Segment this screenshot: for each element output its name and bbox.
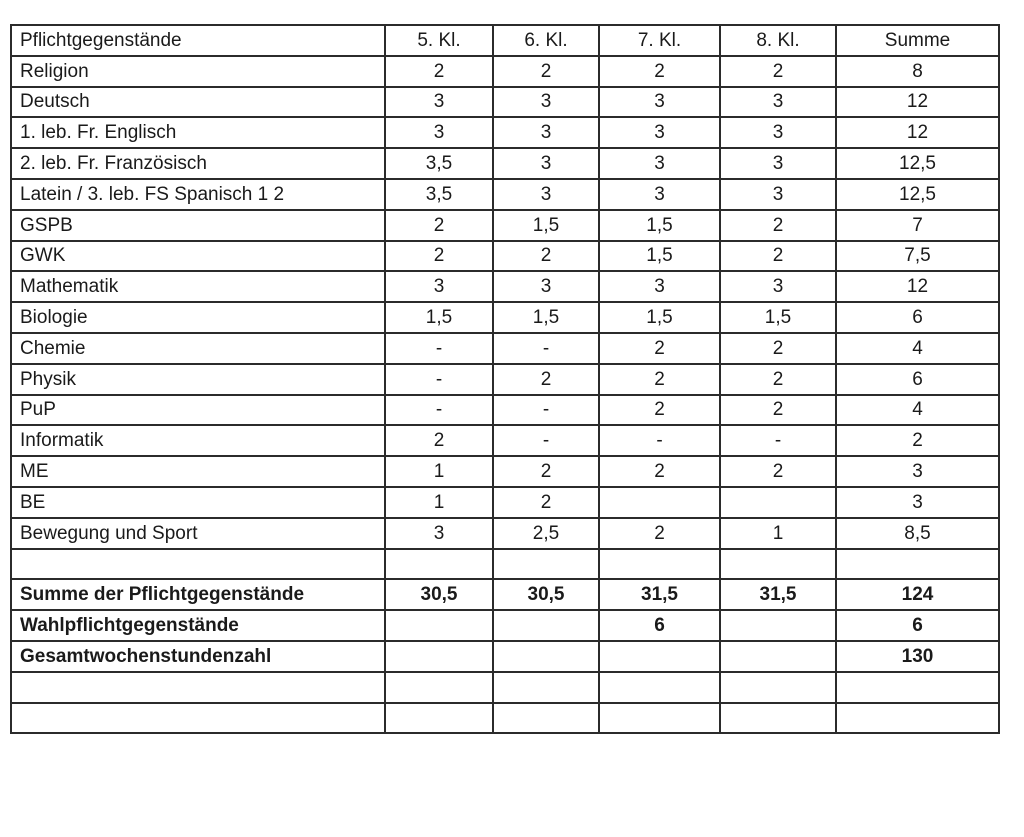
grade-6-cell: 2 (493, 487, 599, 518)
grade-7-cell: 2 (599, 56, 720, 87)
table-row (11, 210, 999, 241)
table-row (11, 610, 999, 641)
grade-5-cell: 2 (385, 241, 493, 272)
subject-cell: Latein / 3. leb. FS Spanisch 1 2 (11, 179, 385, 210)
grade-7-cell: 1,5 (599, 302, 720, 333)
header-grade-8: 8. Kl. (720, 25, 836, 56)
grade-6-cell (493, 703, 599, 734)
grade-6-cell: - (493, 395, 599, 426)
sum-cell: 3 (836, 456, 999, 487)
table-row (11, 271, 999, 302)
table-row (11, 179, 999, 210)
grade-5-cell (385, 672, 493, 703)
grade-7-cell: 3 (599, 87, 720, 118)
subject-cell (11, 549, 385, 580)
grade-5-cell: 2 (385, 56, 493, 87)
sum-cell: 12,5 (836, 148, 999, 179)
grade-7-cell: 3 (599, 179, 720, 210)
subject-cell: GSPB (11, 210, 385, 241)
sum-cell (836, 703, 999, 734)
table-row (11, 549, 999, 580)
sum-cell: 6 (836, 610, 999, 641)
header-sum: Summe (836, 25, 999, 56)
table-row (11, 333, 999, 364)
grade-7-cell: 2 (599, 456, 720, 487)
grade-5-cell: 3 (385, 87, 493, 118)
table-row (11, 117, 999, 148)
grade-8-cell (720, 610, 836, 641)
sum-cell: 7 (836, 210, 999, 241)
grade-6-cell: 3 (493, 271, 599, 302)
subject-cell: Deutsch (11, 87, 385, 118)
grade-7-cell: 1,5 (599, 241, 720, 272)
grade-8-cell (720, 672, 836, 703)
subject-cell: Biologie (11, 302, 385, 333)
grade-7-cell: 3 (599, 271, 720, 302)
grade-5-cell: 1,5 (385, 302, 493, 333)
grade-5-cell: - (385, 395, 493, 426)
grade-5-cell: 3 (385, 518, 493, 549)
grade-8-cell: 3 (720, 87, 836, 118)
grade-7-cell (599, 487, 720, 518)
table-row (11, 241, 999, 272)
grade-8-cell: 1,5 (720, 302, 836, 333)
grade-7-cell: 6 (599, 610, 720, 641)
grade-5-cell: - (385, 333, 493, 364)
grade-6-cell (493, 641, 599, 672)
table-row (11, 456, 999, 487)
subject-cell: GWK (11, 241, 385, 272)
subject-cell: Summe der Pflichtgegenstände (11, 579, 385, 610)
subject-cell: Religion (11, 56, 385, 87)
header-subject: Pflichtgegenstände (11, 25, 385, 56)
subject-cell: Gesamtwochenstundenzahl (11, 641, 385, 672)
table-row (11, 56, 999, 87)
grade-7-cell (599, 703, 720, 734)
sum-cell: 12 (836, 117, 999, 148)
grade-7-cell: 2 (599, 395, 720, 426)
subject-cell: 1. leb. Fr. Englisch (11, 117, 385, 148)
grade-5-cell (385, 549, 493, 580)
grade-8-cell: 2 (720, 241, 836, 272)
grade-6-cell: 3 (493, 117, 599, 148)
table-row (11, 148, 999, 179)
sum-cell: 7,5 (836, 241, 999, 272)
grade-6-cell: 3 (493, 179, 599, 210)
grade-5-cell: 3,5 (385, 179, 493, 210)
grade-8-cell: - (720, 425, 836, 456)
table-body (11, 56, 999, 734)
grade-5-cell: 2 (385, 210, 493, 241)
subject-cell (11, 703, 385, 734)
table-row (11, 487, 999, 518)
grade-6-cell: 2 (493, 241, 599, 272)
table-row (11, 672, 999, 703)
grade-6-cell: 3 (493, 87, 599, 118)
subject-cell: Wahlpflichtgegenstände (11, 610, 385, 641)
header-row (11, 25, 999, 56)
subject-cell: 2. leb. Fr. Französisch (11, 148, 385, 179)
grade-8-cell: 2 (720, 456, 836, 487)
sum-cell: 6 (836, 364, 999, 395)
grade-6-cell: 1,5 (493, 210, 599, 241)
grade-8-cell: 1 (720, 518, 836, 549)
header-grade-5: 5. Kl. (385, 25, 493, 56)
grade-7-cell: 31,5 (599, 579, 720, 610)
table-row (11, 87, 999, 118)
table-row (11, 703, 999, 734)
grade-8-cell (720, 703, 836, 734)
grade-6-cell: 2 (493, 56, 599, 87)
grade-8-cell: 2 (720, 395, 836, 426)
grade-7-cell: 1,5 (599, 210, 720, 241)
header-grade-6: 6. Kl. (493, 25, 599, 56)
grade-7-cell: 3 (599, 148, 720, 179)
sum-cell: 4 (836, 395, 999, 426)
table-row (11, 579, 999, 610)
grade-8-cell: 3 (720, 117, 836, 148)
subject-cell: Physik (11, 364, 385, 395)
grade-5-cell: 1 (385, 456, 493, 487)
sum-cell: 8 (836, 56, 999, 87)
curriculum-table (10, 24, 1000, 734)
grade-8-cell: 3 (720, 148, 836, 179)
grade-6-cell (493, 672, 599, 703)
sum-cell: 6 (836, 302, 999, 333)
grade-6-cell: 2 (493, 364, 599, 395)
grade-6-cell: - (493, 333, 599, 364)
sum-cell: 12 (836, 87, 999, 118)
grade-6-cell: 2,5 (493, 518, 599, 549)
grade-5-cell: 2 (385, 425, 493, 456)
grade-7-cell (599, 549, 720, 580)
sum-cell: 2 (836, 425, 999, 456)
table-row (11, 641, 999, 672)
subject-cell: Informatik (11, 425, 385, 456)
grade-5-cell: - (385, 364, 493, 395)
subject-cell: PuP (11, 395, 385, 426)
grade-6-cell: - (493, 425, 599, 456)
grade-5-cell (385, 610, 493, 641)
grade-5-cell: 3 (385, 117, 493, 148)
sum-cell: 4 (836, 333, 999, 364)
grade-8-cell (720, 487, 836, 518)
grade-6-cell: 30,5 (493, 579, 599, 610)
subject-cell: Chemie (11, 333, 385, 364)
sum-cell (836, 672, 999, 703)
sum-cell: 12,5 (836, 179, 999, 210)
subject-cell (11, 672, 385, 703)
grade-6-cell: 1,5 (493, 302, 599, 333)
sum-cell: 8,5 (836, 518, 999, 549)
sum-cell: 12 (836, 271, 999, 302)
grade-7-cell: 2 (599, 333, 720, 364)
subject-cell: Bewegung und Sport (11, 518, 385, 549)
table-header (11, 25, 999, 56)
sum-cell (836, 549, 999, 580)
sum-cell: 3 (836, 487, 999, 518)
table-row (11, 364, 999, 395)
grade-8-cell: 31,5 (720, 579, 836, 610)
grade-5-cell: 3 (385, 271, 493, 302)
grade-7-cell (599, 672, 720, 703)
grade-7-cell: 3 (599, 117, 720, 148)
subject-cell: ME (11, 456, 385, 487)
grade-5-cell: 1 (385, 487, 493, 518)
grade-6-cell: 3 (493, 148, 599, 179)
table-row (11, 425, 999, 456)
grade-5-cell (385, 641, 493, 672)
grade-6-cell: 2 (493, 456, 599, 487)
table-row (11, 395, 999, 426)
sum-cell: 124 (836, 579, 999, 610)
grade-6-cell (493, 610, 599, 641)
grade-7-cell: 2 (599, 518, 720, 549)
grade-5-cell (385, 703, 493, 734)
grade-8-cell (720, 549, 836, 580)
grade-5-cell: 30,5 (385, 579, 493, 610)
grade-8-cell: 3 (720, 271, 836, 302)
subject-cell: BE (11, 487, 385, 518)
grade-8-cell: 2 (720, 333, 836, 364)
subject-cell: Mathematik (11, 271, 385, 302)
sum-cell: 130 (836, 641, 999, 672)
grade-7-cell: 2 (599, 364, 720, 395)
table-row (11, 518, 999, 549)
grade-5-cell: 3,5 (385, 148, 493, 179)
grade-8-cell: 3 (720, 179, 836, 210)
grade-8-cell (720, 641, 836, 672)
grade-7-cell: - (599, 425, 720, 456)
header-grade-7: 7. Kl. (599, 25, 720, 56)
table-row (11, 302, 999, 333)
grade-6-cell (493, 549, 599, 580)
grade-8-cell: 2 (720, 364, 836, 395)
grade-8-cell: 2 (720, 56, 836, 87)
grade-7-cell (599, 641, 720, 672)
grade-8-cell: 2 (720, 210, 836, 241)
